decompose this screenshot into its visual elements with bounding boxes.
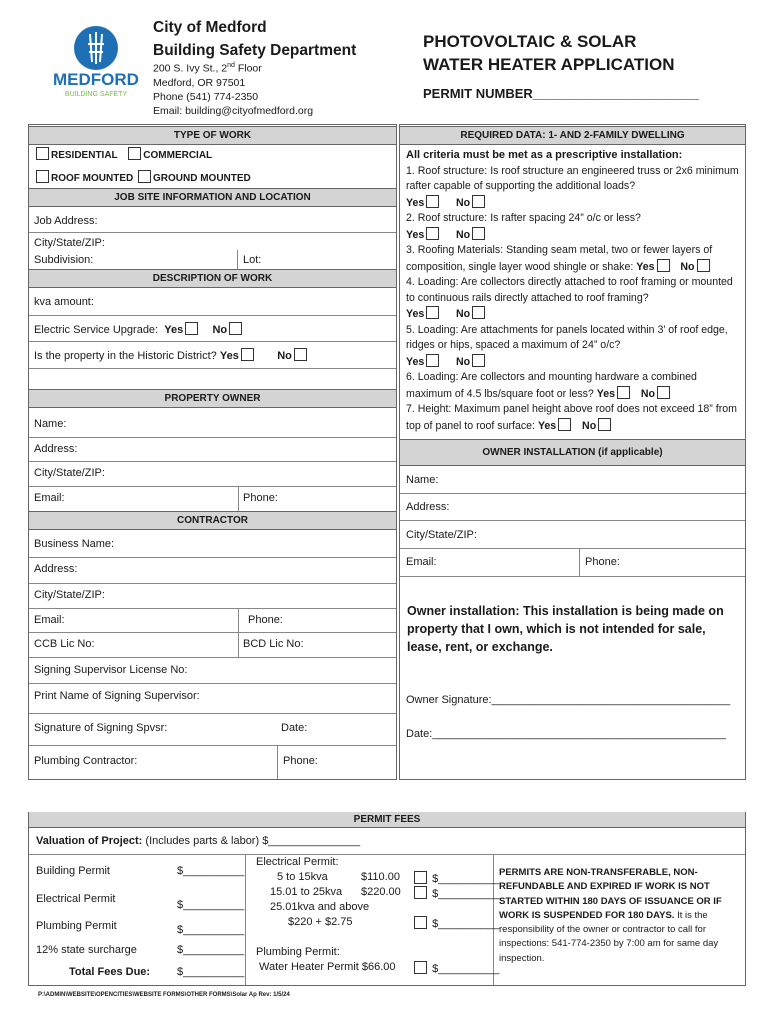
c5-no-checkbox[interactable] — [472, 354, 485, 367]
supervisor-signature-field[interactable]: Signature of Signing Spvsr: — [34, 722, 168, 734]
property-owner-heading: PROPERTY OWNER — [29, 389, 396, 408]
elec-r2-checkbox[interactable] — [414, 886, 427, 899]
kva-field[interactable]: kva amount: — [34, 296, 94, 308]
c4-yes-checkbox[interactable] — [426, 306, 439, 319]
supervisor-date-field[interactable]: Date: — [281, 722, 308, 734]
criterion-5: 5. Loading: Are attachments for panels located within 3’ of roof edge, ridges or hips, spaced a maximum of 24” o/c? Yes No — [406, 323, 728, 368]
contractor-city-field[interactable]: City/State/ZIP: — [34, 589, 105, 601]
c2-no-checkbox[interactable] — [472, 227, 485, 240]
c1-no-checkbox[interactable] — [472, 195, 485, 208]
c2-yes-checkbox[interactable] — [426, 227, 439, 240]
org-line1: City of Medford — [153, 19, 267, 36]
type-of-work-heading: TYPE OF WORK — [29, 126, 396, 145]
owner-signature-field[interactable]: Owner Signature:_______________________________________ — [406, 694, 731, 706]
address-city: Medford, OR 97501 — [153, 76, 246, 89]
c3-yes-checkbox[interactable] — [657, 259, 670, 272]
elec-r1-fee: $110.00 — [361, 871, 400, 883]
org-address — [153, 59, 313, 118]
permit-notice — [499, 866, 739, 966]
owner-city-field[interactable]: City/State/ZIP: — [34, 467, 105, 479]
elec-r3-select — [412, 916, 499, 930]
required-data-heading: REQUIRED DATA: 1- AND 2-FAMILY DWELLING — [400, 126, 745, 145]
c6-no-checkbox[interactable] — [657, 386, 670, 399]
c3-no-checkbox[interactable] — [697, 259, 710, 272]
elec-r2-label: 15.01 to 25kva — [270, 886, 343, 898]
elec-r1-select — [412, 871, 499, 885]
elec-r2-select — [412, 886, 499, 900]
electrical-permit-label: Electrical Permit — [36, 893, 116, 905]
permit-fees-heading: PERMIT FEES — [29, 812, 745, 828]
oi-email-field[interactable]: Email: — [406, 556, 437, 568]
elec-r2-fee: $220.00 — [361, 886, 401, 898]
surcharge-fee[interactable]: $__________ — [177, 944, 245, 956]
subdivision-field[interactable]: Subdivision: — [34, 254, 94, 266]
owner-email-field[interactable]: Email: — [34, 492, 65, 504]
valuation-field[interactable]: Valuation of Project: (Includes parts & labor) $_______________ — [36, 835, 361, 847]
medford-logo — [48, 22, 144, 102]
oi-address-field[interactable]: Address: — [406, 501, 450, 513]
criterion-6: 6. Loading: Are collectors and mounting hardware a combined maximum of 4.5 lbs/square foot or less? Yes No — [406, 371, 697, 400]
total-fees-label: Total Fees Due: — [69, 966, 151, 978]
elec-r3-label: 25.01kva and above — [270, 901, 370, 913]
criteria-list — [406, 148, 742, 434]
business-name-field[interactable]: Business Name: — [34, 538, 115, 550]
roof-mounted-checkbox[interactable] — [36, 170, 49, 183]
type-row-1: RESIDENTIAL COMMERCIAL — [34, 147, 212, 161]
contractor-heading: CONTRACTOR — [29, 511, 396, 530]
org-name — [153, 16, 356, 62]
type-row-2: ROOF MOUNTED GROUND MOUNTED — [34, 170, 251, 184]
bcd-field[interactable]: BCD Lic No: — [243, 638, 304, 650]
elec-heading: Electrical Permit: — [256, 856, 339, 868]
criterion-4: 4. Loading: Are collectors directly attached to roof framing or mounted to continuous rails directly attached to roof framing? Yes No — [406, 276, 733, 320]
plumb-r1-checkbox[interactable] — [414, 961, 427, 974]
elec-r1-amount[interactable]: $__________ — [432, 873, 500, 885]
job-site-heading: JOB SITE INFORMATION AND LOCATION — [29, 188, 396, 207]
supervisor-license-field[interactable]: Signing Supervisor License No: — [34, 664, 188, 676]
plumb-r1-label: Water Heater Permit $66.00 — [259, 961, 396, 973]
org-email: Email: building@cityofmedford.org — [153, 104, 314, 117]
historic-row: Is the property in the Historic District? Yes No — [34, 348, 309, 362]
c1-yes-checkbox[interactable] — [426, 195, 439, 208]
criteria-intro: All criteria must be met as a prescriptive installation: — [406, 149, 683, 161]
building-permit-fee[interactable]: $__________ — [177, 865, 245, 877]
contractor-phone-field[interactable]: Phone: — [248, 614, 283, 626]
c7-no-checkbox[interactable] — [598, 418, 611, 431]
elec-r3-checkbox[interactable] — [414, 916, 427, 929]
surcharge-label: 12% state surcharge — [36, 944, 137, 956]
upgrade-yes-checkbox[interactable] — [185, 322, 198, 335]
plumbing-permit-fee[interactable]: $__________ — [177, 924, 245, 936]
c6-yes-checkbox[interactable] — [617, 386, 630, 399]
elec-r1-checkbox[interactable] — [414, 871, 427, 884]
electrical-permit-fee[interactable]: $__________ — [177, 899, 245, 911]
owner-phone-field[interactable]: Phone: — [243, 492, 278, 504]
contractor-address-field[interactable]: Address: — [34, 563, 78, 575]
org-line2: Building Safety Department — [153, 42, 357, 59]
permit-number-field[interactable]: PERMIT NUMBER_______________________ — [423, 86, 700, 101]
elec-r3-fee: $220 + $2.75 — [288, 916, 353, 928]
historic-yes-checkbox[interactable] — [241, 348, 254, 361]
oi-name-field[interactable]: Name: — [406, 474, 439, 486]
footer-path: P:\ADMIN\WEBSITE\OPENCITIES\WEBSITE FORMS\OTHER FORMS\Solar Ap Rev: 1/5/24 — [38, 992, 290, 998]
logo-sub: BUILDING SAFETY — [64, 91, 128, 98]
address-street: 200 S. Ivy St., 2nd Floor — [153, 62, 262, 75]
c5-yes-checkbox[interactable] — [426, 354, 439, 367]
oi-city-field[interactable]: City/State/ZIP: — [406, 529, 477, 541]
owner-address-field[interactable]: Address: — [34, 443, 78, 455]
elec-r1-label: 5 to 15kva — [277, 871, 328, 883]
service-upgrade-row: Electric Service Upgrade: Yes No — [34, 322, 244, 336]
plumbing-phone-field[interactable]: Phone: — [283, 755, 318, 767]
plumbing-permit-label: Plumbing Permit — [36, 920, 117, 932]
owner-name-field[interactable]: Name: — [34, 418, 67, 430]
elec-r2-amount[interactable]: $__________ — [432, 888, 500, 900]
criterion-2: 2. Roof structure: Is rafter spacing 24” o/c or less? Yes No — [406, 212, 641, 241]
residential-checkbox[interactable] — [36, 147, 49, 160]
permit-notice-rest: It is the responsibility of the owner or contractor to call for inspections: 541-774-2350 by 7:00 am for same day inspection. — [499, 909, 719, 964]
plumb-r1-select — [412, 961, 499, 975]
contractor-email-field[interactable]: Email: — [34, 614, 65, 626]
owner-installation-statement: Owner installation: This installation is being made on property that I own, which is not intended for sale, lease, rent, or exchange. — [407, 604, 724, 654]
permit-notice-bold: PERMITS ARE NON-TRANSFERABLE, NON-REFUNDABLE AND EXPIRED IF WORK IS NOT STARTED WITHIN 180 DAYS OF ISSUANCE OR IF WORK IS SUSPENDED FOR 180 DAYS. — [499, 867, 722, 921]
criterion-3: 3. Roofing Materials: Standing seam metal, two or fewer layers of composition, single layer wood shingle or shake: Yes No — [406, 244, 713, 273]
ccb-field[interactable]: CCB Lic No: — [34, 638, 95, 650]
form-title: PHOTOVOLTAIC & SOLAR WATER HEATER APPLICATION — [423, 32, 675, 74]
c4-no-checkbox[interactable] — [472, 306, 485, 319]
job-city-field[interactable]: City/State/ZIP: — [34, 237, 105, 249]
oi-phone-field[interactable]: Phone: — [585, 556, 620, 568]
job-address-field[interactable]: Job Address: — [34, 215, 98, 227]
plumb-r1-amount[interactable]: $__________ — [432, 963, 500, 975]
upgrade-no-checkbox[interactable] — [229, 322, 242, 335]
building-permit-label: Building Permit — [36, 865, 110, 877]
description-heading: DESCRIPTION OF WORK — [29, 269, 396, 288]
criterion-7: 7. Height: Maximum panel height above roof does not exceed 18” from top of panel to roof surface: Yes No — [406, 403, 737, 432]
lot-field[interactable]: Lot: — [243, 254, 262, 266]
logo-word: MEDFORD — [53, 70, 139, 89]
commercial-checkbox[interactable] — [128, 147, 141, 160]
plumb-heading: Plumbing Permit: — [256, 946, 340, 958]
elec-r3-amount[interactable]: $__________ — [432, 918, 500, 930]
owner-installation-heading: OWNER INSTALLATION (if applicable) — [400, 439, 745, 466]
supervisor-name-field[interactable]: Print Name of Signing Supervisor: — [34, 690, 200, 702]
criterion-1: 1. Roof structure: Is roof structure an engineered truss or 2x6 minimum rafter capable of supporting the additional loads? Yes No — [406, 164, 739, 209]
c7-yes-checkbox[interactable] — [558, 418, 571, 431]
ground-mounted-checkbox[interactable] — [138, 170, 151, 183]
owner-date-field[interactable]: Date:________________________________________________ — [406, 728, 726, 740]
historic-no-checkbox[interactable] — [294, 348, 307, 361]
plumbing-contractor-field[interactable]: Plumbing Contractor: — [34, 755, 138, 767]
total-fees-field[interactable]: $__________ — [177, 966, 245, 978]
org-phone: Phone (541) 774-2350 — [153, 90, 259, 103]
